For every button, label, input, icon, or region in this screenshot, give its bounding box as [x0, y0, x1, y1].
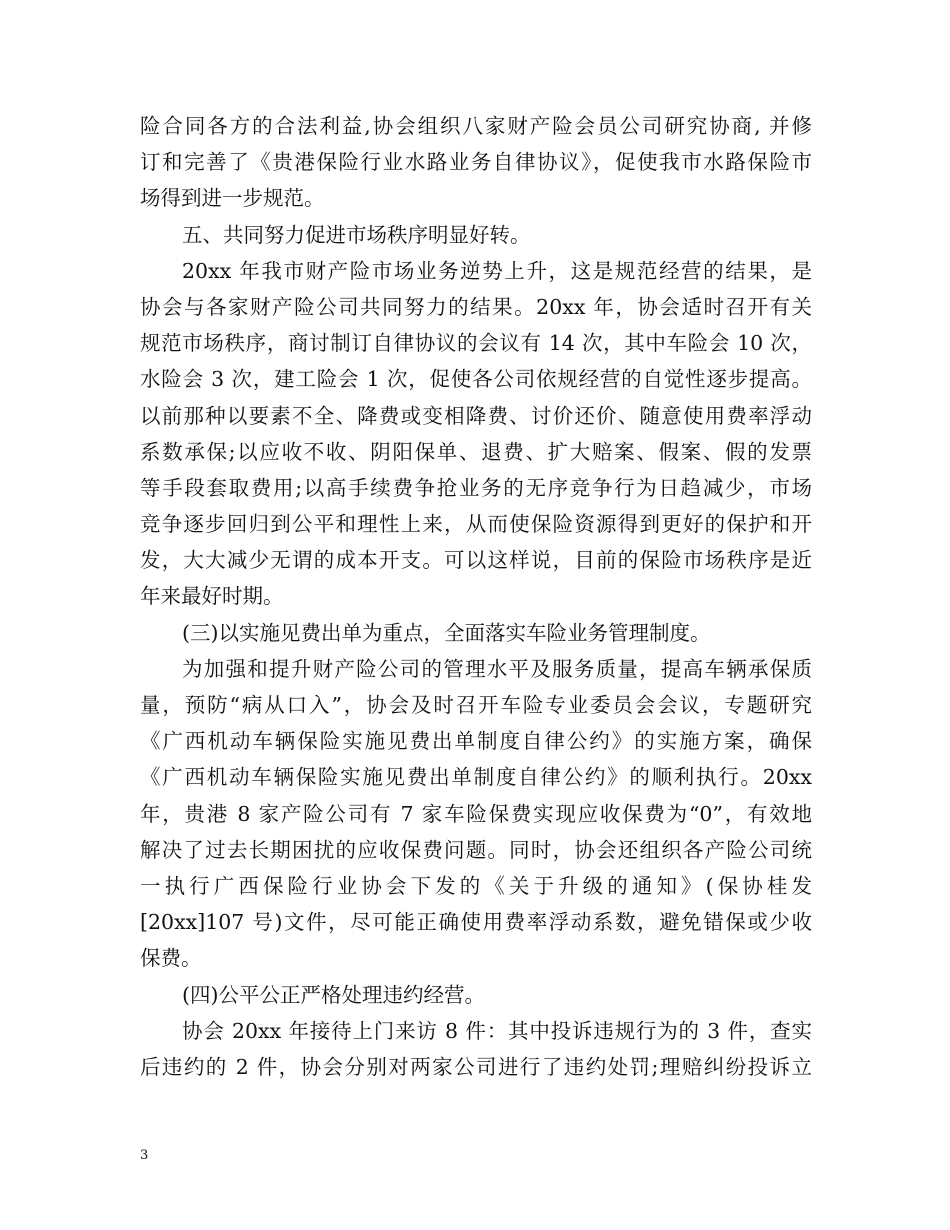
text-line: 协会 20xx 年接待上门来访 8 件：其中投诉违规行为的 3 件，查实 [182, 1018, 812, 1043]
text-line: 水险会 3 次，建工险会 1 次，促使各公司依规经营的自觉性逐步提高。 [140, 367, 812, 392]
text-line: 《广西机动车辆保险实施见费出单制度自律公约》的实施方案，确保 [140, 729, 812, 754]
text-line: 订和完善了《贵港保险行业水路业务自律协议》，促使我市水路保险市 [140, 150, 812, 175]
text-line: 一执行广西保险行业协会下发的《关于升级的通知》(保协桂发 [140, 873, 812, 898]
text-line: (三)以实施见费出单为重点，全面落实车险业务管理制度。 [182, 620, 711, 645]
text-line: [20xx]107 号)文件，尽可能正确使用费率浮动系数，避免错保或少收 [140, 910, 812, 935]
text-line: (四)公平公正严格处理违约经营。 [182, 982, 485, 1007]
text-line: 险合同各方的合法利益,协会组织八家财产险会员公司研究协商, 并修 [140, 114, 812, 138]
document-body [140, 108, 812, 1085]
text-line: 等手段套取费用;以高手续费争抢业务的无序竞争行为日趋减少，市场 [140, 475, 812, 500]
text-line: 年来最好时期。 [140, 584, 284, 609]
text-line: 场得到进一步规范。 [140, 186, 325, 211]
text-line: 系数承保;以应收不收、阴阳保单、退费、扩大赔案、假案、假的发票 [140, 439, 812, 464]
text-line: 规范市场秩序，商讨制订自律协议的会议有 14 次，其中车险会 10 次， [140, 331, 812, 356]
text-line: 以前那种以要素不全、降费或变相降费、讨价还价、随意使用费率浮动 [140, 403, 812, 428]
text-line: 量，预防“病从口入”，协会及时召开车险专业委员会会议，专题研究 [140, 693, 812, 717]
text-line: 发，大大减少无谓的成本开支。可以这样说，目前的保险市场秩序是近 [140, 548, 812, 573]
page-number: 3 [140, 1148, 149, 1163]
text-line: 为加强和提升财产险公司的管理水平及服务质量，提高车辆承保质 [182, 656, 812, 681]
text-line: 协会与各家财产险公司共同努力的结果。20xx 年，协会适时召开有关 [140, 294, 812, 319]
text-line: 《广西机动车辆保险实施见费出单制度自律公约》的顺利执行。20xx [140, 765, 812, 790]
text-line: 解决了过去长期困扰的应收保费问题。同时，协会还组织各产险公司统 [140, 837, 812, 862]
text-line: 保费。 [140, 946, 202, 971]
text-line: 年，贵港 8 家产险公司有 7 家车险保费实现应收保费为“0”，有效地 [140, 801, 812, 826]
text-line: 20xx 年我市财产险市场业务逆势上升，这是规范经营的结果，是 [182, 258, 812, 283]
text-line: 竞争逐步回归到公平和理性上来，从而使保险资源得到更好的保护和开 [140, 512, 812, 537]
text-line: 五、共同努力促进市场秩序明显好转。 [182, 222, 531, 247]
text-line: 后违约的 2 件，协会分别对两家公司进行了违约处罚;理赔纠纷投诉立 [140, 1054, 812, 1079]
